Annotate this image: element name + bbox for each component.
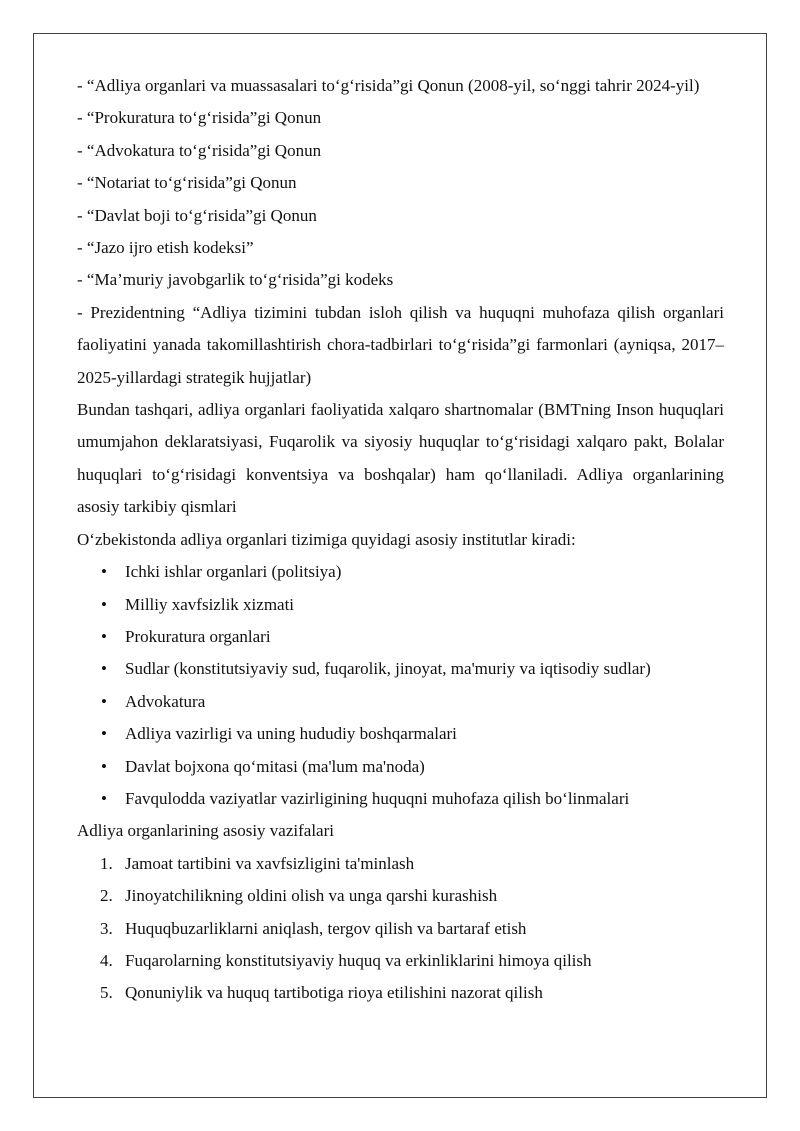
list-item: [77, 718, 724, 750]
law-item: - “Ma’muriy javobgarlik to‘g‘risida”gi kodeks: [77, 270, 394, 290]
institutions-intro: O‘zbekistonda adliya organlari tizimiga quyidagi asosiy institutlar kiradi:: [77, 529, 576, 549]
list-item: [77, 783, 724, 815]
law-item: - “Adliya organlari va muassasalari to‘g‘risida”gi Qonun (2008-yil, so‘nggi tahrir 2024-yil): [77, 76, 700, 95]
bullet-marker: •: [101, 691, 107, 711]
law-item: - “Advokatura to‘g‘risida”gi Qonun: [77, 140, 322, 160]
international-paragraph: Bundan tashqari, adliya organlari faoliyatida xalqaro shartnomalar (BMTning Inson huquqlari umumjahon deklaratsiyasi, Fuqarolik va siyosiy huquqlar to‘g‘risidagi xalqaro pakt, Bolalar huquqlari to‘g‘risidagi konventsiya va boshqalar) ham qo‘llaniladi. Adliya organlarining asosiy tarkibiy qismlari: [77, 400, 724, 517]
list-number: 5.: [100, 983, 113, 1003]
list-item: [77, 913, 724, 945]
law-item: - “Notariat to‘g‘risida”gi Qonun: [77, 173, 297, 193]
list-item: [77, 621, 724, 653]
list-item-text: Qonuniylik va huquq tartibotiga rioya etilishini nazorat qilish: [125, 983, 543, 1003]
law-item: - Prezidentning “Adliya tizimini tubdan isloh qilish va huquqni muhofaza qilish organlari faoliyatini yanada takomillashtirish chora-tadbirlari to‘g‘risida”gi farmonlari (ayniqsa, 2017–2025-yillardagi strategik hujjatlar): [77, 302, 724, 387]
bullet-marker: •: [101, 756, 107, 776]
institutions-list: [77, 556, 724, 815]
bullet-marker: •: [101, 724, 107, 744]
list-item-text: Fuqarolarning konstitutsiyaviy huquq va erkinliklarini himoya qilish: [125, 950, 592, 970]
list-item: [77, 880, 724, 912]
list-item-text: Prokuratura organlari: [125, 626, 271, 646]
list-item-text: Jinoyatchilikning oldini olish va unga qarshi kurashish: [125, 886, 498, 906]
list-item: [77, 945, 724, 977]
document-body: [77, 70, 724, 1010]
bullet-marker: •: [101, 562, 107, 582]
list-item: [77, 751, 724, 783]
list-item: [77, 848, 724, 880]
list-item-text: Favqulodda vaziyatlar vazirligining huquqni muhofaza qilish bo‘linmalari: [125, 788, 630, 808]
list-item: [77, 653, 724, 685]
list-item-text: Davlat bojxona qo‘mitasi (ma'lum ma'noda): [125, 756, 425, 776]
list-item-text: Sudlar (konstitutsiyaviy sud, fuqarolik, jinoyat, ma'muriy va iqtisodiy sudlar): [125, 659, 651, 679]
list-item-text: Advokatura: [125, 691, 206, 711]
law-item: - “Davlat boji to‘g‘risida”gi Qonun: [77, 205, 317, 225]
law-item: - “Jazo ijro etish kodeksi”: [77, 238, 254, 258]
functions-list: [77, 848, 724, 1010]
list-item-text: Adliya vazirligi va uning hududiy boshqarmalari: [125, 724, 457, 744]
bullet-marker: •: [101, 788, 107, 808]
list-item: [77, 556, 724, 588]
bullet-marker: •: [101, 659, 107, 679]
list-number: 3.: [100, 918, 113, 938]
list-item-text: Milliy xavfsizlik xizmati: [125, 594, 295, 614]
list-item: [77, 686, 724, 718]
law-item: - “Prokuratura to‘g‘risida”gi Qonun: [77, 108, 322, 128]
functions-heading: Adliya organlarining asosiy vazifalari: [77, 821, 334, 841]
list-item: [77, 589, 724, 621]
list-number: 1.: [100, 853, 113, 873]
bullet-marker: •: [101, 594, 107, 614]
list-item-text: Ichki ishlar organlari (politsiya): [125, 562, 342, 582]
list-item-text: Huquqbuzarliklarni aniqlash, tergov qilish va bartaraf etish: [125, 918, 527, 938]
list-item: [77, 977, 724, 1009]
list-item-text: Jamoat tartibini va xavfsizligini ta'minlash: [125, 853, 415, 873]
bullet-marker: •: [101, 626, 107, 646]
list-number: 2.: [100, 886, 113, 906]
list-number: 4.: [100, 950, 113, 970]
law-list: [77, 70, 724, 394]
